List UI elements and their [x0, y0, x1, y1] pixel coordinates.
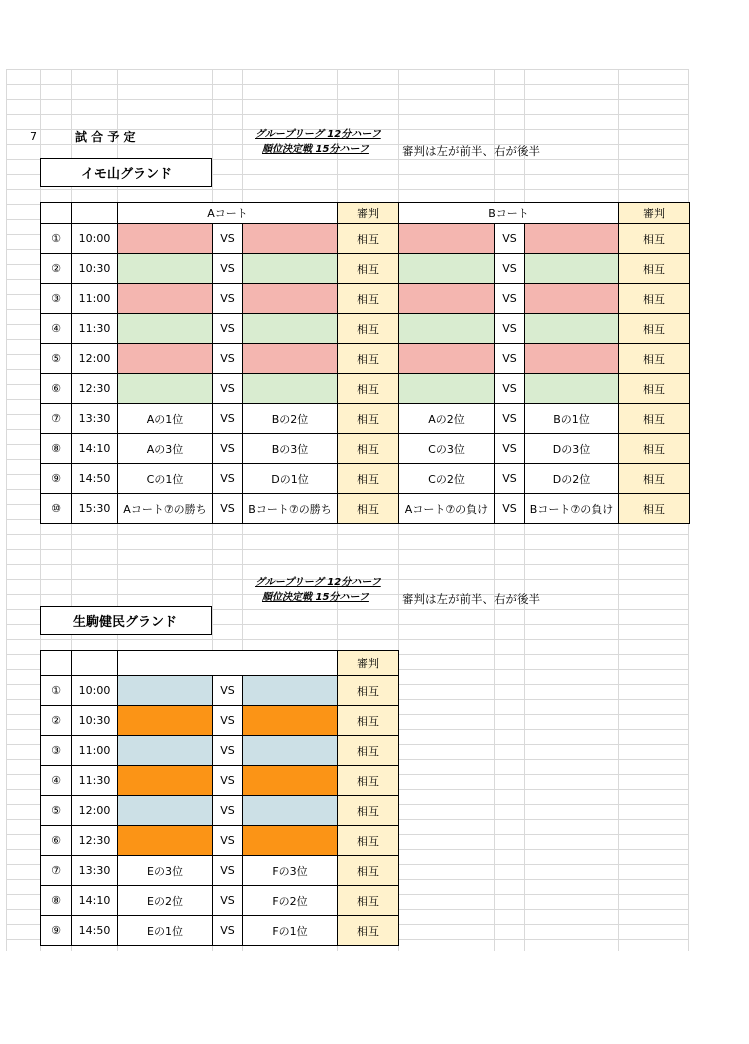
vs-label: VS [213, 796, 243, 826]
table-row [41, 736, 399, 766]
referee-cell: 相互 [619, 314, 690, 344]
rule-ranking-match-2: 順位決定戦 15分ハーフ [262, 592, 369, 603]
team-home [118, 826, 213, 856]
venue-name-2: 生駒健民グランド [73, 615, 178, 630]
team-a-home: Aコート⑦の勝ち [118, 494, 213, 524]
match-number: ③ [41, 284, 72, 314]
referee-cell: 相互 [338, 224, 399, 254]
schedule-table-ikoma [40, 650, 399, 946]
team-home: Eの2位 [118, 886, 213, 916]
table-header-row [41, 203, 690, 224]
table-row [41, 314, 690, 344]
referee-cell: 相互 [338, 404, 399, 434]
header-referee: 審判 [619, 203, 690, 224]
referee-cell: 相互 [619, 434, 690, 464]
referee-cell: 相互 [338, 676, 399, 706]
header-referee: 審判 [338, 651, 399, 676]
match-time: 12:00 [72, 344, 118, 374]
match-time: 11:30 [72, 314, 118, 344]
team-away [243, 706, 338, 736]
venue-name-box-2 [40, 606, 212, 635]
header-cell [41, 203, 72, 224]
schedule-table-imoyama [40, 202, 690, 524]
team-away: Fの3位 [243, 856, 338, 886]
table-row [41, 916, 399, 946]
page-title: 試 合 予 定 [75, 130, 136, 144]
section-number: 7 [30, 130, 37, 143]
table-row [41, 404, 690, 434]
match-time: 12:00 [72, 796, 118, 826]
table-row [41, 856, 399, 886]
match-time: 11:00 [72, 284, 118, 314]
match-time: 14:10 [72, 434, 118, 464]
team-a-away: Bコート⑦の勝ち [243, 494, 338, 524]
vs-label: VS [213, 494, 243, 524]
team-home [118, 736, 213, 766]
match-time: 14:50 [72, 464, 118, 494]
match-number: ⑥ [41, 826, 72, 856]
team-a-home [118, 314, 213, 344]
header-cell [72, 203, 118, 224]
match-time: 11:30 [72, 766, 118, 796]
venue-name-box [40, 158, 212, 187]
team-a-away [243, 254, 338, 284]
vs-label: VS [213, 856, 243, 886]
team-away [243, 676, 338, 706]
match-number: ⑦ [41, 404, 72, 434]
header-cell [41, 651, 72, 676]
vs-label: VS [213, 706, 243, 736]
team-away [243, 766, 338, 796]
team-a-away: Bの3位 [243, 434, 338, 464]
team-b-home [399, 314, 495, 344]
referee-cell: 相互 [338, 314, 399, 344]
team-a-home: Aの1位 [118, 404, 213, 434]
team-b-home: Aコート⑦の負け [399, 494, 495, 524]
match-number: ③ [41, 736, 72, 766]
vs-label: VS [495, 344, 525, 374]
referee-cell: 相互 [338, 254, 399, 284]
match-time: 10:00 [72, 676, 118, 706]
referee-cell: 相互 [619, 284, 690, 314]
match-number: ④ [41, 766, 72, 796]
team-b-home: Aの2位 [399, 404, 495, 434]
team-b-home [399, 254, 495, 284]
team-b-away [525, 284, 619, 314]
match-time: 14:10 [72, 886, 118, 916]
team-a-away: Bの2位 [243, 404, 338, 434]
table-row [41, 766, 399, 796]
team-a-home [118, 224, 213, 254]
team-b-away: Dの3位 [525, 434, 619, 464]
vs-label: VS [495, 494, 525, 524]
referee-cell: 相互 [619, 404, 690, 434]
team-b-away [525, 254, 619, 284]
match-number: ⑨ [41, 464, 72, 494]
referee-note-2: 審判は左が前半、右が後半 [402, 592, 540, 606]
referee-cell: 相互 [338, 374, 399, 404]
team-a-home [118, 344, 213, 374]
vs-label: VS [495, 464, 525, 494]
team-home [118, 766, 213, 796]
table-row [41, 434, 690, 464]
vs-label: VS [495, 314, 525, 344]
vs-label: VS [495, 404, 525, 434]
team-a-home [118, 374, 213, 404]
match-number: ② [41, 254, 72, 284]
team-b-away [525, 344, 619, 374]
team-a-home [118, 254, 213, 284]
match-number: ⑧ [41, 886, 72, 916]
team-a-away: Dの1位 [243, 464, 338, 494]
team-b-home [399, 284, 495, 314]
team-a-home [118, 284, 213, 314]
match-number: ⑤ [41, 344, 72, 374]
team-b-away [525, 224, 619, 254]
team-home: Eの3位 [118, 856, 213, 886]
team-home [118, 796, 213, 826]
table-row [41, 706, 399, 736]
team-home: Eの1位 [118, 916, 213, 946]
referee-cell: 相互 [338, 494, 399, 524]
vs-label: VS [213, 434, 243, 464]
team-b-home [399, 374, 495, 404]
referee-cell: 相互 [338, 856, 399, 886]
table-row [41, 886, 399, 916]
table-row [41, 826, 399, 856]
referee-cell: 相互 [338, 736, 399, 766]
team-a-home: Aの3位 [118, 434, 213, 464]
team-home [118, 676, 213, 706]
vs-label: VS [213, 344, 243, 374]
match-number: ⑨ [41, 916, 72, 946]
team-away: Fの1位 [243, 916, 338, 946]
table-row [41, 676, 399, 706]
match-time: 14:50 [72, 916, 118, 946]
match-number: ④ [41, 314, 72, 344]
rule-group-league: グループリーグ 12分ハーフ [255, 129, 381, 140]
match-number: ⑤ [41, 796, 72, 826]
match-time: 12:30 [72, 826, 118, 856]
header-court [118, 651, 338, 676]
vs-label: VS [213, 886, 243, 916]
team-b-away: Bの1位 [525, 404, 619, 434]
table-row [41, 464, 690, 494]
referee-cell: 相互 [338, 766, 399, 796]
vs-label: VS [213, 464, 243, 494]
team-a-away [243, 344, 338, 374]
table-row [41, 374, 690, 404]
team-a-away [243, 314, 338, 344]
vs-label: VS [213, 736, 243, 766]
vs-label: VS [213, 826, 243, 856]
referee-cell: 相互 [338, 344, 399, 374]
vs-label: VS [213, 916, 243, 946]
team-away [243, 736, 338, 766]
referee-cell: 相互 [338, 706, 399, 736]
vs-label: VS [495, 254, 525, 284]
vs-label: VS [213, 314, 243, 344]
vs-label: VS [213, 254, 243, 284]
referee-cell: 相互 [338, 916, 399, 946]
referee-cell: 相互 [338, 826, 399, 856]
team-a-away [243, 374, 338, 404]
team-b-home [399, 344, 495, 374]
team-away [243, 826, 338, 856]
vs-label: VS [213, 766, 243, 796]
rule-ranking-match: 順位決定戦 15分ハーフ [262, 144, 369, 155]
match-time: 10:30 [72, 706, 118, 736]
venue-name: イモ山グランド [81, 167, 173, 182]
vs-label: VS [213, 224, 243, 254]
match-number: ① [41, 676, 72, 706]
match-number: ⑩ [41, 494, 72, 524]
vs-label: VS [213, 676, 243, 706]
vs-label: VS [213, 284, 243, 314]
vs-label: VS [495, 374, 525, 404]
table-row [41, 284, 690, 314]
header-referee: 審判 [338, 203, 399, 224]
vs-label: VS [213, 404, 243, 434]
team-b-home: Cの2位 [399, 464, 495, 494]
match-number: ① [41, 224, 72, 254]
referee-cell: 相互 [338, 796, 399, 826]
referee-cell: 相互 [619, 254, 690, 284]
table-row [41, 494, 690, 524]
referee-cell: 相互 [338, 464, 399, 494]
header-court-a: Aコート [118, 203, 338, 224]
team-b-home: Cの3位 [399, 434, 495, 464]
referee-cell: 相互 [338, 284, 399, 314]
table-row [41, 254, 690, 284]
match-time: 15:30 [72, 494, 118, 524]
referee-cell: 相互 [619, 344, 690, 374]
match-number: ⑥ [41, 374, 72, 404]
match-time: 11:00 [72, 736, 118, 766]
referee-note: 審判は左が前半、右が後半 [402, 144, 540, 158]
vs-label: VS [495, 224, 525, 254]
vs-label: VS [213, 374, 243, 404]
team-b-away [525, 374, 619, 404]
referee-cell: 相互 [338, 434, 399, 464]
match-time: 13:30 [72, 404, 118, 434]
match-time: 10:30 [72, 254, 118, 284]
team-a-away [243, 224, 338, 254]
match-number: ⑧ [41, 434, 72, 464]
rule-group-league-2: グループリーグ 12分ハーフ [255, 577, 381, 588]
match-time: 12:30 [72, 374, 118, 404]
vs-label: VS [495, 284, 525, 314]
match-number: ⑦ [41, 856, 72, 886]
table-header-row [41, 651, 399, 676]
match-number: ② [41, 706, 72, 736]
match-time: 13:30 [72, 856, 118, 886]
referee-cell: 相互 [619, 494, 690, 524]
team-home [118, 706, 213, 736]
referee-cell: 相互 [619, 464, 690, 494]
referee-cell: 相互 [338, 886, 399, 916]
team-away: Fの2位 [243, 886, 338, 916]
header-cell [72, 651, 118, 676]
team-a-home: Cの1位 [118, 464, 213, 494]
team-b-away: Dの2位 [525, 464, 619, 494]
team-b-away [525, 314, 619, 344]
team-b-home [399, 224, 495, 254]
table-row [41, 344, 690, 374]
team-a-away [243, 284, 338, 314]
team-away [243, 796, 338, 826]
vs-label: VS [495, 434, 525, 464]
team-b-away: Bコート⑦の負け [525, 494, 619, 524]
header-court-b: Bコート [399, 203, 619, 224]
table-row [41, 796, 399, 826]
table-row [41, 224, 690, 254]
match-time: 10:00 [72, 224, 118, 254]
referee-cell: 相互 [619, 224, 690, 254]
referee-cell: 相互 [619, 374, 690, 404]
